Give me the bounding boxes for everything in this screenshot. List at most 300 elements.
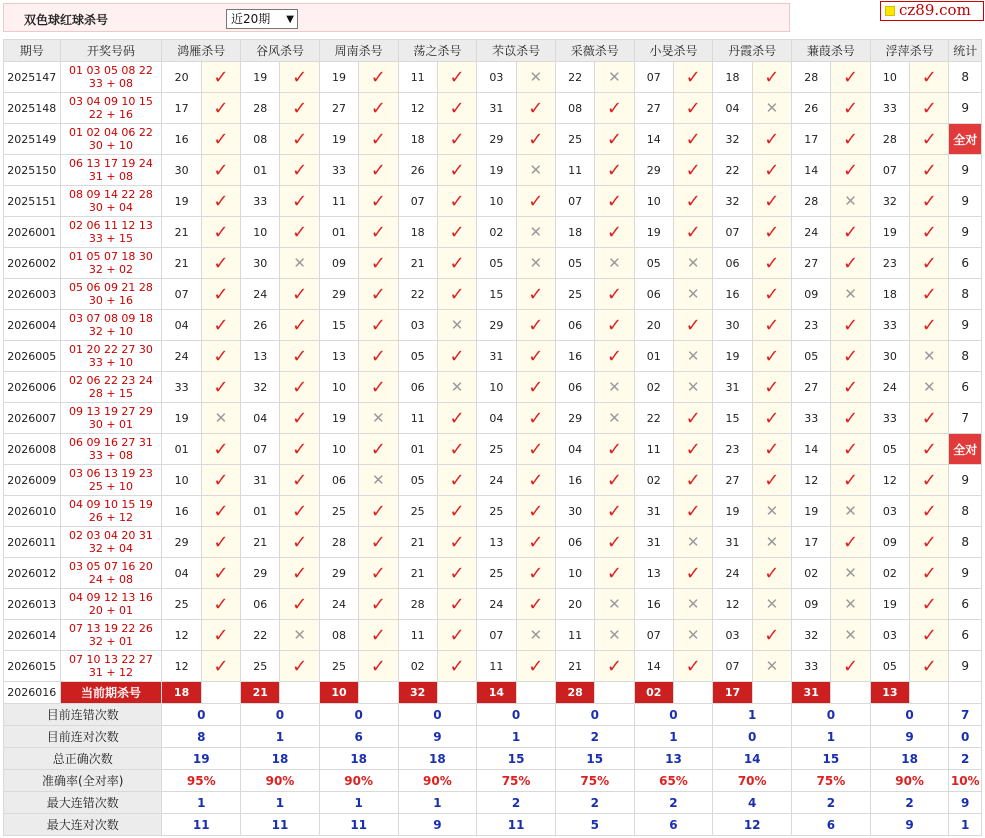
column-header: 浮萍杀号 bbox=[870, 40, 949, 62]
result-mark-cell bbox=[752, 558, 791, 589]
stats-value: 1 bbox=[398, 792, 477, 814]
result-mark-cell bbox=[831, 403, 870, 434]
kill-number-cell: 06 bbox=[319, 465, 358, 496]
check-icon: ✓ bbox=[213, 624, 229, 646]
kill-number-cell: 25 bbox=[555, 124, 594, 155]
check-icon: ✓ bbox=[764, 314, 780, 336]
stats-value: 9 bbox=[870, 814, 949, 836]
stats-value: 5 bbox=[555, 814, 634, 836]
result-mark-cell bbox=[280, 62, 319, 93]
result-mark-cell bbox=[831, 279, 870, 310]
check-icon: ✓ bbox=[213, 66, 229, 88]
empty-cell bbox=[910, 682, 949, 704]
result-mark-cell bbox=[673, 403, 712, 434]
result-mark-cell bbox=[437, 186, 476, 217]
result-mark-cell bbox=[437, 558, 476, 589]
site-logo[interactable] bbox=[880, 1, 984, 21]
cross-icon: ✕ bbox=[765, 657, 779, 675]
result-mark-cell bbox=[673, 186, 712, 217]
result-mark-cell bbox=[280, 372, 319, 403]
kill-number-cell: 25 bbox=[555, 279, 594, 310]
kill-number-cell: 02 bbox=[634, 465, 673, 496]
stats-row bbox=[4, 770, 982, 792]
result-mark-cell bbox=[201, 589, 240, 620]
check-icon: ✓ bbox=[685, 221, 701, 243]
table-row bbox=[4, 310, 982, 341]
kill-number-cell: 27 bbox=[792, 248, 831, 279]
draw-numbers-cell: 06 13 17 19 24 31 + 08 bbox=[60, 155, 162, 186]
check-icon: ✓ bbox=[449, 159, 465, 181]
empty-cell bbox=[752, 682, 791, 704]
chevron-down-icon: ▼ bbox=[286, 14, 294, 25]
cross-icon: ✕ bbox=[922, 378, 936, 396]
check-icon: ✓ bbox=[606, 655, 622, 677]
check-icon: ✓ bbox=[292, 159, 308, 181]
cross-icon: ✕ bbox=[844, 502, 857, 520]
check-icon: ✓ bbox=[764, 128, 780, 150]
result-mark-cell bbox=[359, 527, 398, 558]
check-icon: ✓ bbox=[606, 221, 622, 243]
result-mark-cell bbox=[595, 217, 634, 248]
cross-icon: ✕ bbox=[686, 378, 700, 396]
kill-number-cell: 10 bbox=[319, 434, 358, 465]
check-icon: ✓ bbox=[921, 128, 937, 150]
result-mark-cell bbox=[831, 217, 870, 248]
check-icon: ✓ bbox=[292, 469, 308, 491]
kill-number-cell: 33 bbox=[319, 155, 358, 186]
stats-label: 目前连对次数 bbox=[4, 726, 162, 748]
result-mark-cell bbox=[201, 558, 240, 589]
kill-number-cell: 19 bbox=[162, 186, 201, 217]
draw-numbers-cell: 02 06 11 12 13 33 + 15 bbox=[60, 217, 162, 248]
result-mark-cell bbox=[201, 651, 240, 682]
result-mark-cell bbox=[673, 589, 712, 620]
result-mark-cell bbox=[359, 372, 398, 403]
check-icon: ✓ bbox=[843, 438, 859, 460]
kill-number-cell: 28 bbox=[398, 589, 437, 620]
kill-number-cell: 12 bbox=[162, 651, 201, 682]
check-icon: ✓ bbox=[213, 97, 229, 119]
current-kill-number: 18 bbox=[162, 682, 201, 704]
draw-numbers-cell: 08 09 14 22 28 30 + 04 bbox=[60, 186, 162, 217]
stats-value: 65% bbox=[634, 770, 713, 792]
result-mark-cell bbox=[201, 155, 240, 186]
kill-number-cell: 09 bbox=[792, 279, 831, 310]
result-mark-cell bbox=[910, 93, 949, 124]
kill-number-cell: 03 bbox=[870, 620, 909, 651]
kill-number-cell: 24 bbox=[162, 341, 201, 372]
check-icon: ✓ bbox=[528, 314, 544, 336]
result-mark-cell bbox=[752, 434, 791, 465]
kill-number-cell: 21 bbox=[241, 527, 280, 558]
result-mark-cell bbox=[359, 434, 398, 465]
column-header: 采薇杀号 bbox=[555, 40, 634, 62]
current-kill-number: 28 bbox=[555, 682, 594, 704]
result-mark-cell bbox=[910, 372, 949, 403]
table-row bbox=[4, 372, 982, 403]
draw-numbers-cell: 01 03 05 08 22 33 + 08 bbox=[60, 62, 162, 93]
stats-value: 9 bbox=[870, 726, 949, 748]
result-mark-cell bbox=[437, 62, 476, 93]
result-mark-cell bbox=[280, 527, 319, 558]
kill-number-cell: 24 bbox=[477, 465, 516, 496]
draw-numbers-cell: 03 06 13 19 23 25 + 10 bbox=[60, 465, 162, 496]
result-mark-cell bbox=[437, 496, 476, 527]
check-icon: ✓ bbox=[449, 624, 465, 646]
kill-number-cell: 08 bbox=[241, 124, 280, 155]
result-mark-cell bbox=[752, 62, 791, 93]
result-mark-cell bbox=[516, 372, 555, 403]
stats-label: 准确率(全对率) bbox=[4, 770, 162, 792]
result-mark-cell bbox=[280, 496, 319, 527]
cross-icon: ✕ bbox=[765, 502, 779, 520]
kill-number-cell: 33 bbox=[870, 310, 909, 341]
kill-number-cell: 19 bbox=[319, 124, 358, 155]
result-mark-cell bbox=[910, 589, 949, 620]
kill-number-cell: 24 bbox=[792, 217, 831, 248]
kill-number-cell: 13 bbox=[477, 527, 516, 558]
kill-number-cell: 27 bbox=[634, 93, 673, 124]
result-mark-cell bbox=[359, 186, 398, 217]
draw-numbers-cell: 01 20 22 27 30 33 + 10 bbox=[60, 341, 162, 372]
result-mark-cell bbox=[673, 310, 712, 341]
column-header: 开奖号码 bbox=[60, 40, 162, 62]
stats-row bbox=[4, 792, 982, 814]
page-title: 双色球红球杀号 bbox=[24, 13, 109, 27]
stats-value: 0 bbox=[949, 726, 982, 748]
check-icon: ✓ bbox=[921, 314, 937, 336]
check-icon: ✓ bbox=[528, 531, 544, 553]
check-icon: ✓ bbox=[449, 221, 465, 243]
count-cell: 6 bbox=[949, 248, 982, 279]
count-cell: 6 bbox=[949, 589, 982, 620]
kill-number-cell: 08 bbox=[555, 93, 594, 124]
result-mark-cell bbox=[595, 558, 634, 589]
check-icon: ✓ bbox=[213, 562, 229, 584]
stats-value: 1 bbox=[477, 726, 556, 748]
check-icon: ✓ bbox=[528, 128, 544, 150]
stats-value: 14 bbox=[713, 748, 792, 770]
count-cell: 9 bbox=[949, 93, 982, 124]
check-icon: ✓ bbox=[921, 66, 937, 88]
stats-value: 6 bbox=[319, 726, 398, 748]
empty-cell bbox=[831, 682, 870, 704]
result-mark-cell bbox=[359, 155, 398, 186]
cross-icon: ✕ bbox=[765, 533, 779, 551]
result-mark-cell bbox=[516, 620, 555, 651]
column-header: 芣苡杀号 bbox=[477, 40, 556, 62]
kill-number-cell: 16 bbox=[713, 279, 752, 310]
kill-number-cell: 23 bbox=[713, 434, 752, 465]
kill-number-cell: 18 bbox=[555, 217, 594, 248]
stats-value: 0 bbox=[555, 704, 634, 726]
draw-numbers-cell: 03 04 09 10 15 22 + 16 bbox=[60, 93, 162, 124]
cross-icon: ✕ bbox=[608, 595, 621, 613]
stats-row bbox=[4, 814, 982, 836]
stats-value: 12 bbox=[713, 814, 792, 836]
check-icon: ✓ bbox=[292, 438, 308, 460]
table-row bbox=[4, 465, 982, 496]
check-icon: ✓ bbox=[213, 314, 229, 336]
kill-number-cell: 16 bbox=[162, 496, 201, 527]
result-mark-cell bbox=[516, 248, 555, 279]
kill-number-cell: 06 bbox=[713, 248, 752, 279]
stats-label: 目前连错次数 bbox=[4, 704, 162, 726]
kill-number-cell: 17 bbox=[792, 124, 831, 155]
kill-number-cell: 16 bbox=[555, 341, 594, 372]
kill-number-cell: 28 bbox=[792, 186, 831, 217]
period-cell: 2026010 bbox=[4, 496, 61, 527]
period-cell: 2026001 bbox=[4, 217, 61, 248]
result-mark-cell bbox=[359, 279, 398, 310]
stats-value: 1 bbox=[241, 792, 320, 814]
result-mark-cell bbox=[516, 93, 555, 124]
check-icon: ✓ bbox=[921, 159, 937, 181]
result-mark-cell bbox=[752, 496, 791, 527]
cross-icon: ✕ bbox=[608, 254, 621, 272]
check-icon: ✓ bbox=[292, 190, 308, 212]
table-row bbox=[4, 403, 982, 434]
kill-number-cell: 25 bbox=[398, 496, 437, 527]
result-mark-cell bbox=[595, 186, 634, 217]
kill-number-cell: 01 bbox=[634, 341, 673, 372]
table-row bbox=[4, 217, 982, 248]
kill-number-cell: 15 bbox=[713, 403, 752, 434]
result-mark-cell bbox=[280, 217, 319, 248]
cross-icon: ✕ bbox=[372, 409, 385, 427]
kill-number-cell: 32 bbox=[241, 372, 280, 403]
stats-label: 最大连对次数 bbox=[4, 814, 162, 836]
result-mark-cell bbox=[201, 403, 240, 434]
kill-number-cell: 32 bbox=[870, 186, 909, 217]
current-kill-number: 21 bbox=[241, 682, 280, 704]
stats-value: 11 bbox=[477, 814, 556, 836]
stats-value: 9 bbox=[398, 814, 477, 836]
result-mark-cell bbox=[831, 155, 870, 186]
cross-icon: ✕ bbox=[686, 533, 700, 551]
count-cell: 9 bbox=[949, 186, 982, 217]
kill-number-cell: 16 bbox=[555, 465, 594, 496]
result-mark-cell bbox=[437, 527, 476, 558]
stats-value: 18 bbox=[398, 748, 477, 770]
empty-cell bbox=[280, 682, 319, 704]
check-icon: ✓ bbox=[370, 97, 386, 119]
check-icon: ✓ bbox=[843, 314, 859, 336]
result-mark-cell bbox=[831, 93, 870, 124]
draw-numbers-cell: 07 13 19 22 26 32 + 01 bbox=[60, 620, 162, 651]
period-select-value: 近20期 bbox=[231, 12, 271, 26]
stats-value: 0 bbox=[241, 704, 320, 726]
result-mark-cell bbox=[595, 372, 634, 403]
check-icon: ✓ bbox=[528, 283, 544, 305]
stats-value: 2 bbox=[555, 792, 634, 814]
kill-number-cell: 22 bbox=[713, 155, 752, 186]
result-mark-cell bbox=[752, 527, 791, 558]
check-icon: ✓ bbox=[292, 221, 308, 243]
result-mark-cell bbox=[910, 403, 949, 434]
kill-number-cell: 29 bbox=[319, 558, 358, 589]
kill-number-cell: 19 bbox=[634, 217, 673, 248]
check-icon: ✓ bbox=[370, 531, 386, 553]
stats-value: 7 bbox=[949, 704, 982, 726]
check-icon: ✓ bbox=[843, 159, 859, 181]
kill-number-cell: 10 bbox=[319, 372, 358, 403]
result-mark-cell bbox=[673, 124, 712, 155]
result-mark-cell bbox=[437, 465, 476, 496]
empty-cell bbox=[949, 682, 982, 704]
result-mark-cell bbox=[280, 155, 319, 186]
result-mark-cell bbox=[831, 465, 870, 496]
check-icon: ✓ bbox=[449, 345, 465, 367]
kill-number-cell: 31 bbox=[713, 372, 752, 403]
check-icon: ✓ bbox=[843, 128, 859, 150]
check-icon: ✓ bbox=[921, 624, 937, 646]
kill-number-cell: 21 bbox=[398, 527, 437, 558]
result-mark-cell bbox=[201, 124, 240, 155]
kill-number-cell: 29 bbox=[634, 155, 673, 186]
kill-number-cell: 19 bbox=[319, 403, 358, 434]
result-mark-cell bbox=[437, 124, 476, 155]
kill-number-cell: 01 bbox=[319, 217, 358, 248]
check-icon: ✓ bbox=[449, 283, 465, 305]
result-mark-cell bbox=[516, 434, 555, 465]
kill-number-cell: 02 bbox=[792, 558, 831, 589]
result-mark-cell bbox=[752, 589, 791, 620]
kill-number-cell: 09 bbox=[319, 248, 358, 279]
period-cell: 2025148 bbox=[4, 93, 61, 124]
period-cell: 2026002 bbox=[4, 248, 61, 279]
check-icon: ✓ bbox=[370, 593, 386, 615]
cross-icon: ✕ bbox=[686, 626, 700, 644]
check-icon: ✓ bbox=[685, 469, 701, 491]
result-mark-cell bbox=[359, 248, 398, 279]
stats-value: 15 bbox=[792, 748, 871, 770]
result-mark-cell bbox=[831, 558, 870, 589]
check-icon: ✓ bbox=[921, 221, 937, 243]
stats-value: 90% bbox=[398, 770, 477, 792]
result-mark-cell bbox=[437, 620, 476, 651]
stats-value: 95% bbox=[162, 770, 241, 792]
table-row bbox=[4, 589, 982, 620]
result-mark-cell bbox=[437, 651, 476, 682]
period-cell: 2026013 bbox=[4, 589, 61, 620]
period-cell: 2026008 bbox=[4, 434, 61, 465]
check-icon: ✓ bbox=[370, 500, 386, 522]
kill-number-cell: 30 bbox=[870, 341, 909, 372]
period-cell: 2026005 bbox=[4, 341, 61, 372]
cross-icon: ✕ bbox=[608, 626, 621, 644]
result-mark-cell bbox=[752, 93, 791, 124]
cross-icon: ✕ bbox=[608, 68, 621, 86]
check-icon: ✓ bbox=[292, 345, 308, 367]
period-cell: 2026006 bbox=[4, 372, 61, 403]
result-mark-cell bbox=[831, 186, 870, 217]
kill-number-cell: 30 bbox=[241, 248, 280, 279]
check-icon: ✓ bbox=[213, 593, 229, 615]
count-cell: 6 bbox=[949, 620, 982, 651]
period-cell: 2026011 bbox=[4, 527, 61, 558]
draw-numbers-cell: 04 09 10 15 19 26 + 12 bbox=[60, 496, 162, 527]
check-icon: ✓ bbox=[528, 407, 544, 429]
result-mark-cell bbox=[910, 248, 949, 279]
result-mark-cell bbox=[831, 124, 870, 155]
result-mark-cell bbox=[280, 310, 319, 341]
result-mark-cell bbox=[359, 589, 398, 620]
check-icon: ✓ bbox=[528, 97, 544, 119]
kill-number-cell: 03 bbox=[398, 310, 437, 341]
result-mark-cell bbox=[516, 341, 555, 372]
check-icon: ✓ bbox=[292, 655, 308, 677]
cross-icon: ✕ bbox=[686, 595, 700, 613]
kill-number-cell: 14 bbox=[792, 155, 831, 186]
result-mark-cell bbox=[910, 558, 949, 589]
result-mark-cell bbox=[831, 248, 870, 279]
check-icon: ✓ bbox=[764, 376, 780, 398]
check-icon: ✓ bbox=[843, 66, 859, 88]
cross-icon: ✕ bbox=[686, 347, 700, 365]
empty-cell bbox=[595, 682, 634, 704]
result-mark-cell bbox=[595, 589, 634, 620]
column-header: 丹霞杀号 bbox=[713, 40, 792, 62]
stats-value: 0 bbox=[792, 704, 871, 726]
kill-number-cell: 13 bbox=[319, 341, 358, 372]
kill-number-cell: 28 bbox=[319, 527, 358, 558]
check-icon: ✓ bbox=[606, 159, 622, 181]
result-mark-cell bbox=[280, 279, 319, 310]
check-icon: ✓ bbox=[843, 345, 859, 367]
check-icon: ✓ bbox=[921, 438, 937, 460]
cross-icon: ✕ bbox=[372, 471, 385, 489]
result-mark-cell bbox=[280, 248, 319, 279]
table-row bbox=[4, 93, 982, 124]
stats-value: 6 bbox=[792, 814, 871, 836]
kill-number-cell: 13 bbox=[634, 558, 673, 589]
kill-number-cell: 16 bbox=[634, 589, 673, 620]
check-icon: ✓ bbox=[764, 190, 780, 212]
result-mark-cell bbox=[201, 279, 240, 310]
stats-value: 4 bbox=[713, 792, 792, 814]
cross-icon: ✕ bbox=[529, 68, 543, 86]
kill-number-cell: 33 bbox=[241, 186, 280, 217]
check-icon: ✓ bbox=[370, 252, 386, 274]
check-icon: ✓ bbox=[606, 531, 622, 553]
kill-number-cell: 18 bbox=[398, 124, 437, 155]
count-cell: 全对 bbox=[949, 124, 982, 155]
stats-row bbox=[4, 748, 982, 770]
check-icon: ✓ bbox=[843, 407, 859, 429]
check-icon: ✓ bbox=[764, 624, 780, 646]
cross-icon: ✕ bbox=[293, 254, 306, 272]
check-icon: ✓ bbox=[764, 562, 780, 584]
result-mark-cell bbox=[831, 651, 870, 682]
result-mark-cell bbox=[280, 465, 319, 496]
period-select[interactable] bbox=[226, 9, 298, 29]
kill-number-cell: 23 bbox=[792, 310, 831, 341]
check-icon: ✓ bbox=[292, 128, 308, 150]
kill-number-cell: 03 bbox=[870, 496, 909, 527]
check-icon: ✓ bbox=[528, 655, 544, 677]
result-mark-cell bbox=[201, 465, 240, 496]
kill-number-cell: 20 bbox=[634, 310, 673, 341]
count-cell: 9 bbox=[949, 310, 982, 341]
check-icon: ✓ bbox=[685, 159, 701, 181]
stats-value: 11 bbox=[319, 814, 398, 836]
kill-number-cell: 04 bbox=[555, 434, 594, 465]
kill-number-cell: 17 bbox=[162, 93, 201, 124]
result-mark-cell bbox=[437, 248, 476, 279]
kill-number-cell: 01 bbox=[241, 496, 280, 527]
check-icon: ✓ bbox=[843, 252, 859, 274]
